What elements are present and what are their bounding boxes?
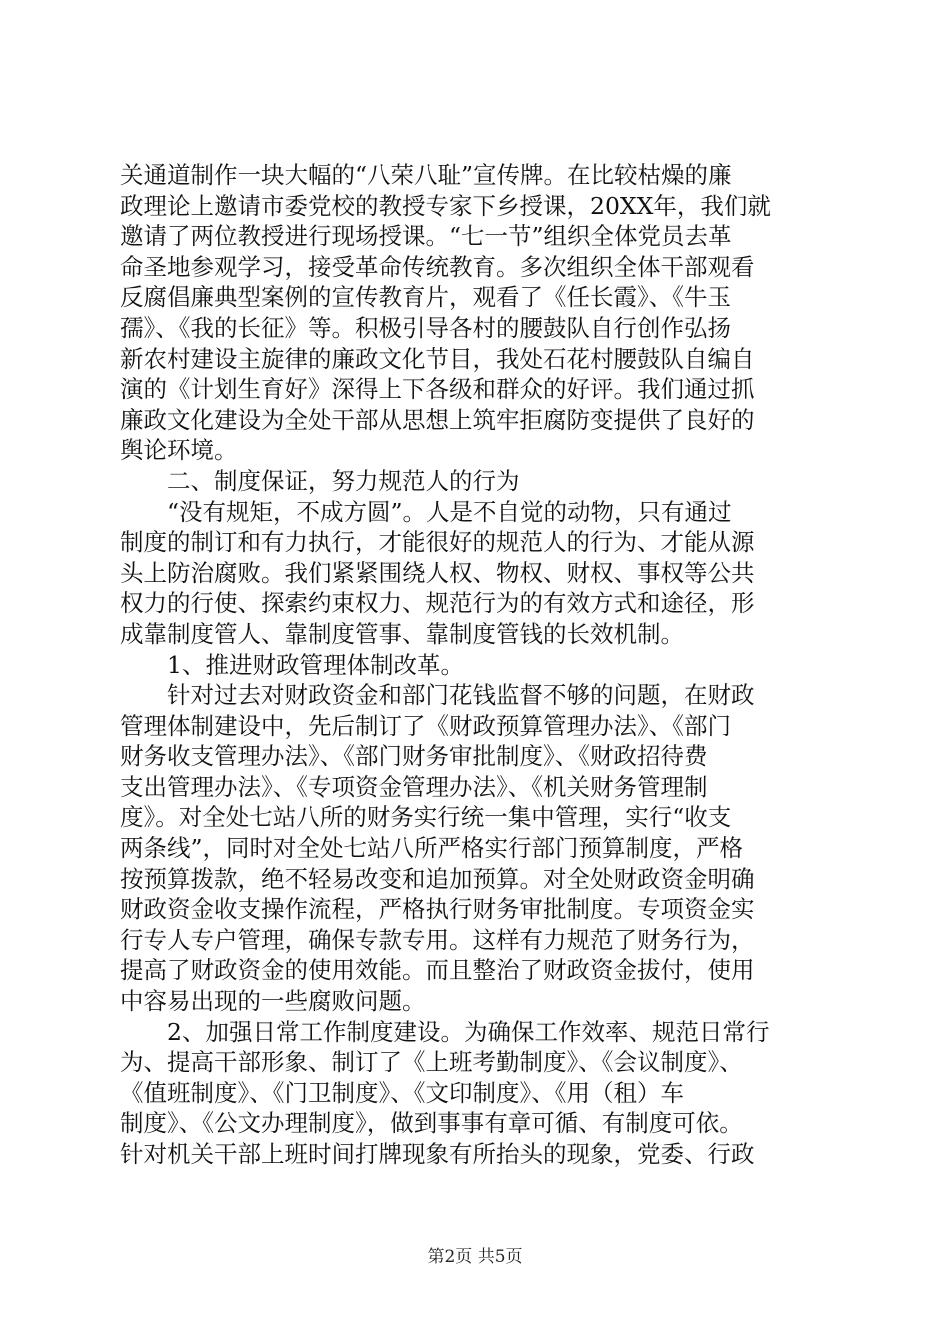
text-line: 演的《计划生育好》深得上下各级和群众的好评。我们通过抓 xyxy=(120,375,755,404)
document-body xyxy=(120,160,836,1170)
text-line: 命圣地参观学习，接受革命传统教育。多次组织全体干部观看 xyxy=(120,252,755,281)
text-line: 新农村建设主旋律的廉政文化节目，我处石花村腰鼓队自编自 xyxy=(120,344,755,373)
text-line: 制度》、《公文办理制度》，做到事事有章可循、有制度可依。 xyxy=(120,1109,743,1138)
text-line: 反腐倡廉典型案例的宣传教育片，观看了《任长霞》、《牛玉 xyxy=(120,283,731,312)
text-line: 两条线”，同时对全处七站八所严格实行部门预算制度，严格 xyxy=(120,834,744,863)
text-line: 中容易出现的一些腐败问题。 xyxy=(120,987,426,1016)
text-line: 关通道制作一块大幅的“八荣八耻”宣传牌。在比较枯燥的廉 xyxy=(120,161,732,189)
text-line: 财务收支管理办法》、《部门财务审批制度》、《财政招待费 xyxy=(120,742,708,771)
text-line: 提高了财政资金的使用效能。而且整治了财政资金拔付，使用 xyxy=(120,956,755,985)
text-line: 权力的行使、探索约束权力、规范行为的有效方式和途径，形 xyxy=(120,589,755,618)
text-line: 针对过去对财政资金和部门花钱监督不够的问题，在财政 xyxy=(120,681,755,710)
text-line: 舆论环境。 xyxy=(120,436,238,465)
text-line: 廉政文化建设为全处干部从思想上筑牢拒腐防变提供了良好的 xyxy=(120,405,755,434)
text-line: 政理论上邀请市委党校的教授专家下乡授课，20XX年，我们就 xyxy=(120,191,771,220)
section-heading: 二、制度保证，努力规范人的行为 xyxy=(120,466,520,495)
text-line: 财政资金收支操作流程，严格执行财务审批制度。专项资金实 xyxy=(120,895,755,924)
body-text xyxy=(120,160,836,1170)
text-line: 成靠制度管人、靠制度管事、靠制度管钱的长效机制。 xyxy=(120,619,684,648)
text-line: 支出管理办法》、《专项资金管理办法》、《机关财务管理制 xyxy=(120,772,708,801)
text-line: 按预算拨款，绝不轻易改变和追加预算。对全处财政资金明确 xyxy=(120,864,755,893)
subsection-heading: 1、推进财政管理体制改革。 xyxy=(120,650,464,679)
text-line: 2、加强日常工作制度建设。为确保工作效率、规范日常行 xyxy=(120,1017,770,1046)
text-line: 《值班制度》、《门卫制度》、《文印制度》、《用（租）车 xyxy=(120,1078,684,1107)
page-number: 第2页 共5页 xyxy=(427,1247,523,1267)
text-line: 针对机关干部上班时间打牌现象有所抬头的现象，党委、行政 xyxy=(120,1140,755,1168)
text-line: “没有规矩，不成方圆”。人是不自觉的动物，只有通过 xyxy=(120,497,732,526)
text-line: 行专人专户管理，确保专款专用。这样有力规范了财务行为， xyxy=(120,925,755,954)
text-line: 邀请了两位教授进行现场授课。“七一节”组织全体党员去革 xyxy=(120,222,732,251)
text-line: 为、提高干部形象、制订了《上班考勤制度》、《会议制度》、 xyxy=(120,1048,743,1077)
text-line: 头上防治腐败。我们紧紧围绕人权、物权、财权、事权等公共 xyxy=(120,558,755,587)
text-line: 制度的制订和有力执行，才能很好的规范人的行为、才能从源 xyxy=(120,528,755,557)
text-line: 孺》、《我的长征》等。积极引导各村的腰鼓队自行创作弘扬 xyxy=(120,313,731,342)
text-line: 度》。对全处七站八所的财务实行统一集中管理，实行“收支 xyxy=(120,803,732,832)
text-line: 管理体制建设中，先后制订了《财政预算管理办法》、《部门 xyxy=(120,711,731,740)
